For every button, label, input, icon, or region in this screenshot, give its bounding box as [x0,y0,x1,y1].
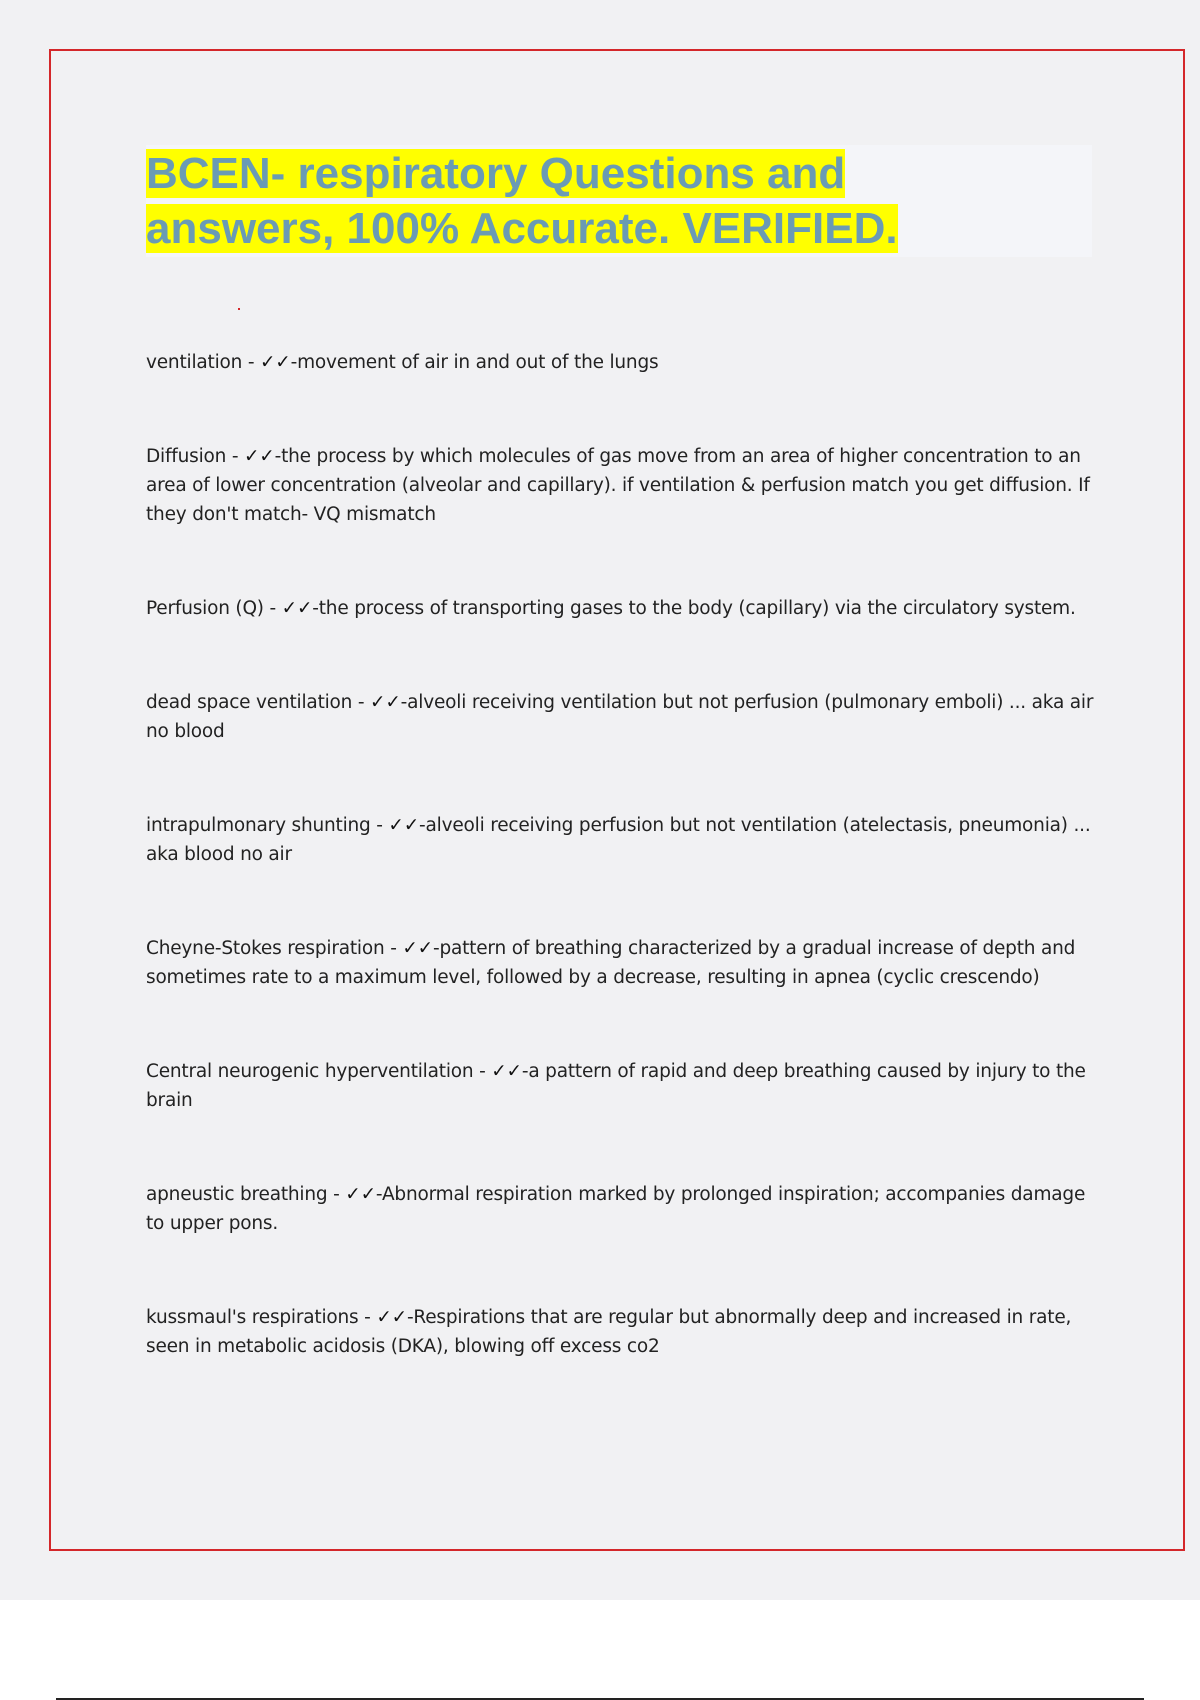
double-check-icon: ✓✓ [260,352,291,373]
double-check-icon: ✓✓ [376,1307,407,1328]
entry-term: kussmaul's respirations - [146,1307,377,1328]
double-check-icon: ✓✓ [388,815,420,836]
entry-term: ventilation - [146,352,260,373]
document-title [146,146,1126,256]
entry-definition: -Respirations that are regular but abnormally deep and increased in rate, seen in metabolic acidosis (DKA), blowing off excess co2 [146,1307,1072,1357]
entry-term: intrapulmonary shunting - [146,815,389,836]
entry-definition: -movement of air in and out of the lungs [290,352,659,373]
title-line-2: answers, 100% Accurate. VERIFIED. [146,204,898,253]
qa-entry [146,442,1096,529]
double-check-icon: ✓✓ [402,938,433,959]
qa-entry [146,1057,1096,1115]
entry-term: Cheyne-Stokes respiration - [146,938,403,959]
double-check-icon: ✓✓ [281,598,313,619]
entry-term: Central neurogenic hyperventilation - [146,1061,492,1082]
double-check-icon: ✓✓ [491,1061,522,1082]
qa-entry [146,688,1096,746]
qa-entry [146,811,1096,869]
entry-definition: -alveoli receiving ventilation but not perfusion (pulmonary emboli) ... aka air no blood [146,692,1094,742]
title-line-1: BCEN- respiratory Questions and [146,149,846,198]
entry-definition: -pattern of breathing characterized by a gradual increase of depth and sometimes rate to a maximum level, followed by a decrease, resulting in apnea (cyclic crescendo) [146,938,1076,988]
qa-entry [146,934,1096,992]
qa-entry [146,1303,1096,1361]
entry-term: dead space ventilation - [146,692,371,713]
entry-definition: -Abnormal respiration marked by prolonged inspiration; accompanies damage to upper pons. [146,1184,1086,1234]
entry-term: Perfusion (Q) - [146,598,282,619]
entry-definition: -a pattern of rapid and deep breathing caused by injury to the brain [146,1061,1086,1111]
entry-definition: -alveoli receiving perfusion but not ventilation (atelectasis, pneumonia) ... aka blood no air [146,815,1091,865]
qa-entry [146,1180,1096,1238]
qa-entry [146,348,1096,377]
double-check-icon: ✓✓ [244,446,275,467]
entry-term: Diffusion - [146,446,244,467]
stray-red-dot [238,308,240,310]
entry-definition: -the process of transporting gases to the body (capillary) via the circulatory system. [312,598,1076,619]
double-check-icon: ✓✓ [345,1184,376,1205]
entry-definition: -the process by which molecules of gas move from an area of higher concentration to an area of lower concentration (alveolar and capillary). if ventilation & perfusion match you get diffusion. If they don't match- VQ mismatch [146,446,1090,525]
double-check-icon: ✓✓ [370,692,401,713]
qa-entries-list [146,348,1096,1361]
entry-term: apneustic breathing - [146,1184,346,1205]
qa-entry [146,594,1096,623]
